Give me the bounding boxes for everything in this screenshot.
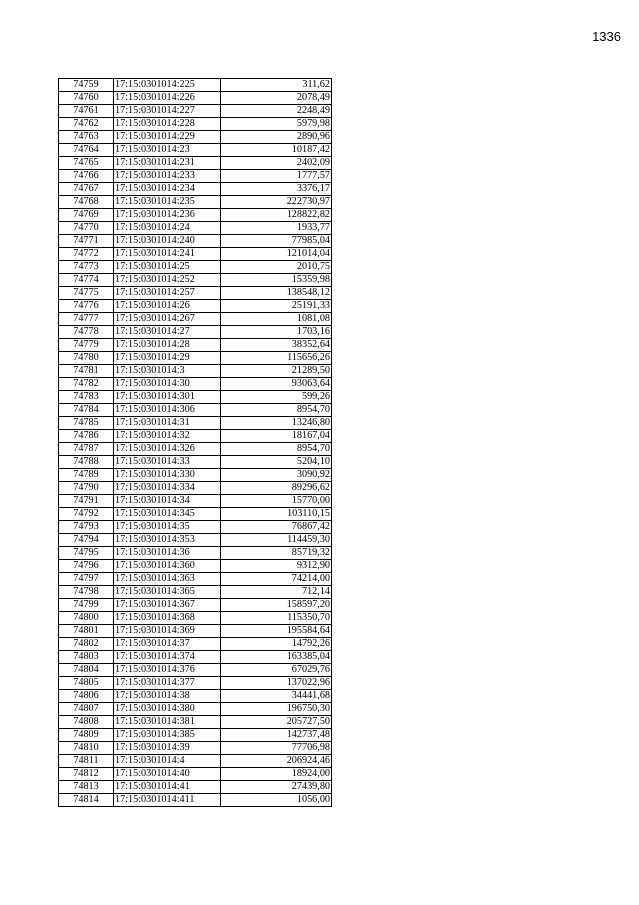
table-row	[59, 599, 332, 612]
row-number-cell: 74803	[59, 651, 114, 664]
table-row	[59, 261, 332, 274]
row-number-cell: 74785	[59, 417, 114, 430]
cadastral-number-cell: 17:15:0301014:385	[114, 729, 221, 742]
cadastral-number-cell: 17:15:0301014:28	[114, 339, 221, 352]
cadastral-number-cell: 17:15:0301014:326	[114, 443, 221, 456]
cadastral-number-cell: 17:15:0301014:345	[114, 508, 221, 521]
table-row	[59, 300, 332, 313]
value-cell: 103110,15	[221, 508, 332, 521]
table-row	[59, 677, 332, 690]
row-number-cell: 74764	[59, 144, 114, 157]
value-cell: 1777,57	[221, 170, 332, 183]
value-cell: 311,62	[221, 79, 332, 92]
value-cell: 14792,26	[221, 638, 332, 651]
value-cell: 128822,82	[221, 209, 332, 222]
row-number-cell: 74774	[59, 274, 114, 287]
table-row	[59, 391, 332, 404]
cadastral-number-cell: 17:15:0301014:234	[114, 183, 221, 196]
value-cell: 205727,50	[221, 716, 332, 729]
row-number-cell: 74772	[59, 248, 114, 261]
value-cell: 121014,04	[221, 248, 332, 261]
table-row	[59, 404, 332, 417]
table-row	[59, 365, 332, 378]
table-row	[59, 352, 332, 365]
table-row	[59, 664, 332, 677]
table-row	[59, 469, 332, 482]
table-row	[59, 716, 332, 729]
row-number-cell: 74814	[59, 794, 114, 807]
row-number-cell: 74781	[59, 365, 114, 378]
cadastral-number-cell: 17:15:0301014:30	[114, 378, 221, 391]
value-cell: 1703,16	[221, 326, 332, 339]
cadastral-number-cell: 17:15:0301014:367	[114, 599, 221, 612]
row-number-cell: 74791	[59, 495, 114, 508]
row-number-cell: 74796	[59, 560, 114, 573]
value-cell: 206924,46	[221, 755, 332, 768]
row-number-cell: 74798	[59, 586, 114, 599]
row-number-cell: 74813	[59, 781, 114, 794]
value-cell: 10187,42	[221, 144, 332, 157]
table-row	[59, 547, 332, 560]
cadastral-number-cell: 17:15:0301014:377	[114, 677, 221, 690]
cadastral-number-cell: 17:15:0301014:236	[114, 209, 221, 222]
cadastral-number-cell: 17:15:0301014:229	[114, 131, 221, 144]
cadastral-number-cell: 17:15:0301014:360	[114, 560, 221, 573]
cadastral-number-cell: 17:15:0301014:369	[114, 625, 221, 638]
cadastral-number-cell: 17:15:0301014:240	[114, 235, 221, 248]
row-number-cell: 74759	[59, 79, 114, 92]
table-row	[59, 144, 332, 157]
table-row	[59, 638, 332, 651]
row-number-cell: 74775	[59, 287, 114, 300]
row-number-cell: 74776	[59, 300, 114, 313]
cadastral-number-cell: 17:15:0301014:330	[114, 469, 221, 482]
table-row	[59, 326, 332, 339]
cadastral-number-cell: 17:15:0301014:257	[114, 287, 221, 300]
value-cell: 1933,77	[221, 222, 332, 235]
value-cell: 77706,98	[221, 742, 332, 755]
cadastral-number-cell: 17:15:0301014:41	[114, 781, 221, 794]
row-number-cell: 74770	[59, 222, 114, 235]
value-cell: 85719,32	[221, 547, 332, 560]
cadastral-number-cell: 17:15:0301014:27	[114, 326, 221, 339]
row-number-cell: 74805	[59, 677, 114, 690]
value-cell: 2890,96	[221, 131, 332, 144]
row-number-cell: 74797	[59, 573, 114, 586]
cadastral-number-cell: 17:15:0301014:25	[114, 261, 221, 274]
row-number-cell: 74801	[59, 625, 114, 638]
row-number-cell: 74760	[59, 92, 114, 105]
table-row	[59, 222, 332, 235]
table-row	[59, 534, 332, 547]
cadastral-number-cell: 17:15:0301014:381	[114, 716, 221, 729]
table-row	[59, 92, 332, 105]
cadastral-number-cell: 17:15:0301014:26	[114, 300, 221, 313]
row-number-cell: 74804	[59, 664, 114, 677]
cadastral-number-cell: 17:15:0301014:365	[114, 586, 221, 599]
row-number-cell: 74767	[59, 183, 114, 196]
value-cell: 15770,00	[221, 495, 332, 508]
table-row	[59, 742, 332, 755]
table-row	[59, 768, 332, 781]
value-cell: 9312,90	[221, 560, 332, 573]
row-number-cell: 74763	[59, 131, 114, 144]
cadastral-number-cell: 17:15:0301014:34	[114, 495, 221, 508]
value-cell: 74214,00	[221, 573, 332, 586]
table-row	[59, 248, 332, 261]
row-number-cell: 74809	[59, 729, 114, 742]
table-row	[59, 196, 332, 209]
value-cell: 2010,75	[221, 261, 332, 274]
value-cell: 1081,08	[221, 313, 332, 326]
row-number-cell: 74802	[59, 638, 114, 651]
cadastral-number-cell: 17:15:0301014:233	[114, 170, 221, 183]
value-cell: 222730,97	[221, 196, 332, 209]
cadastral-number-cell: 17:15:0301014:252	[114, 274, 221, 287]
cadastral-number-cell: 17:15:0301014:380	[114, 703, 221, 716]
value-cell: 67029,76	[221, 664, 332, 677]
table-row	[59, 430, 332, 443]
cadastral-number-cell: 17:15:0301014:32	[114, 430, 221, 443]
table-row	[59, 287, 332, 300]
row-number-cell: 74808	[59, 716, 114, 729]
table-row	[59, 703, 332, 716]
row-number-cell: 74786	[59, 430, 114, 443]
cadastral-number-cell: 17:15:0301014:334	[114, 482, 221, 495]
value-cell: 1056,00	[221, 794, 332, 807]
value-cell: 25191,33	[221, 300, 332, 313]
row-number-cell: 74778	[59, 326, 114, 339]
row-number-cell: 74793	[59, 521, 114, 534]
row-number-cell: 74811	[59, 755, 114, 768]
table-row	[59, 573, 332, 586]
cadastral-number-cell: 17:15:0301014:235	[114, 196, 221, 209]
row-number-cell: 74771	[59, 235, 114, 248]
cadastral-number-cell: 17:15:0301014:241	[114, 248, 221, 261]
row-number-cell: 74768	[59, 196, 114, 209]
row-number-cell: 74773	[59, 261, 114, 274]
table-row	[59, 521, 332, 534]
value-cell: 8954,70	[221, 443, 332, 456]
value-cell: 93063,64	[221, 378, 332, 391]
cadastral-number-cell: 17:15:0301014:35	[114, 521, 221, 534]
row-number-cell: 74807	[59, 703, 114, 716]
table-row	[59, 612, 332, 625]
value-cell: 142737,48	[221, 729, 332, 742]
table-row	[59, 586, 332, 599]
value-cell: 89296,62	[221, 482, 332, 495]
cadastral-number-cell: 17:15:0301014:38	[114, 690, 221, 703]
cadastral-number-cell: 17:15:0301014:36	[114, 547, 221, 560]
value-cell: 2402,09	[221, 157, 332, 170]
cadastral-number-cell: 17:15:0301014:40	[114, 768, 221, 781]
row-number-cell: 74784	[59, 404, 114, 417]
cadastral-number-cell: 17:15:0301014:33	[114, 456, 221, 469]
value-cell: 114459,30	[221, 534, 332, 547]
page-number: 1336	[592, 29, 621, 44]
cadastral-number-cell: 17:15:0301014:39	[114, 742, 221, 755]
row-number-cell: 74761	[59, 105, 114, 118]
cadastral-number-cell: 17:15:0301014:23	[114, 144, 221, 157]
row-number-cell: 74799	[59, 599, 114, 612]
table-row	[59, 118, 332, 131]
table-row	[59, 508, 332, 521]
table-row	[59, 443, 332, 456]
cadastral-number-cell: 17:15:0301014:353	[114, 534, 221, 547]
row-number-cell: 74810	[59, 742, 114, 755]
value-cell: 137022,96	[221, 677, 332, 690]
value-cell: 158597,20	[221, 599, 332, 612]
value-cell: 196750,30	[221, 703, 332, 716]
value-cell: 13246,80	[221, 417, 332, 430]
cadastral-number-cell: 17:15:0301014:411	[114, 794, 221, 807]
row-number-cell: 74769	[59, 209, 114, 222]
table-row	[59, 235, 332, 248]
value-cell: 18924,00	[221, 768, 332, 781]
cadastral-number-cell: 17:15:0301014:231	[114, 157, 221, 170]
cadastral-table	[58, 78, 332, 807]
cadastral-number-cell: 17:15:0301014:227	[114, 105, 221, 118]
value-cell: 3090,92	[221, 469, 332, 482]
row-number-cell: 74779	[59, 339, 114, 352]
value-cell: 38352,64	[221, 339, 332, 352]
row-number-cell: 74789	[59, 469, 114, 482]
cadastral-number-cell: 17:15:0301014:267	[114, 313, 221, 326]
table-row	[59, 79, 332, 92]
cadastral-number-cell: 17:15:0301014:301	[114, 391, 221, 404]
row-number-cell: 74787	[59, 443, 114, 456]
value-cell: 34441,68	[221, 690, 332, 703]
row-number-cell: 74762	[59, 118, 114, 131]
table-row	[59, 417, 332, 430]
value-cell: 77985,04	[221, 235, 332, 248]
table-row	[59, 690, 332, 703]
table-row	[59, 339, 332, 352]
row-number-cell: 74806	[59, 690, 114, 703]
value-cell: 195584,64	[221, 625, 332, 638]
table-row	[59, 313, 332, 326]
cadastral-number-cell: 17:15:0301014:29	[114, 352, 221, 365]
value-cell: 5979,98	[221, 118, 332, 131]
cadastral-number-cell: 17:15:0301014:363	[114, 573, 221, 586]
table-row	[59, 209, 332, 222]
value-cell: 712,14	[221, 586, 332, 599]
table-row	[59, 794, 332, 807]
table-row	[59, 183, 332, 196]
value-cell: 163385,04	[221, 651, 332, 664]
table-row	[59, 105, 332, 118]
value-cell: 115350,70	[221, 612, 332, 625]
row-number-cell: 74788	[59, 456, 114, 469]
cadastral-number-cell: 17:15:0301014:228	[114, 118, 221, 131]
row-number-cell: 74794	[59, 534, 114, 547]
table-row	[59, 170, 332, 183]
table-row	[59, 781, 332, 794]
row-number-cell: 74777	[59, 313, 114, 326]
value-cell: 18167,04	[221, 430, 332, 443]
table-body	[59, 79, 332, 807]
row-number-cell: 74812	[59, 768, 114, 781]
row-number-cell: 74765	[59, 157, 114, 170]
row-number-cell: 74792	[59, 508, 114, 521]
row-number-cell: 74800	[59, 612, 114, 625]
row-number-cell: 74783	[59, 391, 114, 404]
cadastral-number-cell: 17:15:0301014:226	[114, 92, 221, 105]
table-row	[59, 560, 332, 573]
table-row	[59, 495, 332, 508]
table-row	[59, 456, 332, 469]
row-number-cell: 74766	[59, 170, 114, 183]
cadastral-number-cell: 17:15:0301014:31	[114, 417, 221, 430]
value-cell: 2248,49	[221, 105, 332, 118]
cadastral-number-cell: 17:15:0301014:24	[114, 222, 221, 235]
value-cell: 599,26	[221, 391, 332, 404]
table-row	[59, 157, 332, 170]
value-cell: 8954,70	[221, 404, 332, 417]
table-row	[59, 729, 332, 742]
table-row	[59, 131, 332, 144]
value-cell: 15359,98	[221, 274, 332, 287]
table-row	[59, 482, 332, 495]
table-row	[59, 755, 332, 768]
cadastral-number-cell: 17:15:0301014:374	[114, 651, 221, 664]
row-number-cell: 74795	[59, 547, 114, 560]
cadastral-number-cell: 17:15:0301014:306	[114, 404, 221, 417]
cadastral-number-cell: 17:15:0301014:225	[114, 79, 221, 92]
value-cell: 2078,49	[221, 92, 332, 105]
table-row	[59, 651, 332, 664]
value-cell: 5204,10	[221, 456, 332, 469]
cadastral-number-cell: 17:15:0301014:376	[114, 664, 221, 677]
value-cell: 21289,50	[221, 365, 332, 378]
table-row	[59, 625, 332, 638]
value-cell: 115656,26	[221, 352, 332, 365]
cadastral-number-cell: 17:15:0301014:37	[114, 638, 221, 651]
value-cell: 27439,80	[221, 781, 332, 794]
cadastral-number-cell: 17:15:0301014:4	[114, 755, 221, 768]
value-cell: 138548,12	[221, 287, 332, 300]
value-cell: 76867,42	[221, 521, 332, 534]
table-row	[59, 274, 332, 287]
table-row	[59, 378, 332, 391]
cadastral-number-cell: 17:15:0301014:368	[114, 612, 221, 625]
cadastral-number-cell: 17:15:0301014:3	[114, 365, 221, 378]
row-number-cell: 74782	[59, 378, 114, 391]
value-cell: 3376,17	[221, 183, 332, 196]
row-number-cell: 74780	[59, 352, 114, 365]
row-number-cell: 74790	[59, 482, 114, 495]
